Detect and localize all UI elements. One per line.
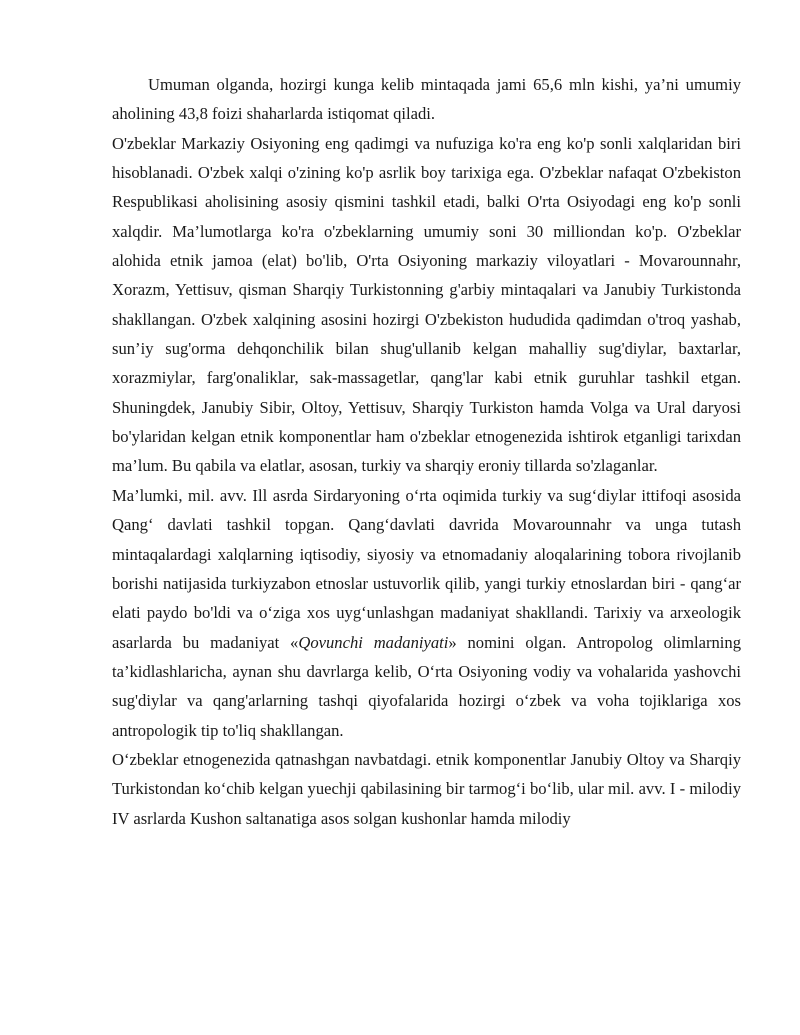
document-page [112,70,741,833]
paragraph-text: Umuman olganda, hozirgi kunga kelib mintaqada jami 65,6 mln kishi, ya’ni umumiy aholining 43,8 foizi shaharlarda istiqomat qiladi. [112,75,741,124]
paragraph-text: O‘zbeklar etnogenezida qatnashgan navbatdagi. etnik komponentlar Janubiy Oltoy va Sharqiy Turkistondan ko‘chib kelgan yuechji qabilasining bir tarmog‘i bo‘lib, ular mil. avv. I - milodiy IV asrlarda Kushon saltanatiga asos solgan kushonlar hamda milodiy [112,749,741,828]
paragraph-population-summary [112,70,741,129]
paragraph-qang-state [112,481,741,745]
paragraph-text-after: » nomini olgan. Antropolog olimlarning ta’kidlashlaricha, aynan shu davrlarga kelib, O‘rta Osiyoning vodiy va vohalarida yashovchi sug'diylar va qang'arlarning tashqi qiyofalarida hozirgi o‘zbek va voha tojiklariga xos antropologik tip to'liq shakllangan. [112,632,741,740]
paragraph-text-before: Ma’lumki, mil. avv. Ill asrda Sirdaryoning o‘rta oqimida turkiy va sug‘diylar ittifoqi asosida Qang‘ davlati tashkil topgan. Qang‘davlati davrida Movarounnahr va unga tutash mintaqalardagi xalqlarning iqtisodiy, siyosiy va etnomadaniy aloqalarining tobora rivojlanib borishi natijasida turkiyzabon etnoslar ustuvorlik qilib, yangi turkiy etnoslardan biri - qang‘ar elati paydo bo'ldi va o‘ziga xos uyg‘unlashgan madaniyat shakllandi. Tarixiy va arxeologik asarlarda bu madaniyat « [112,485,741,652]
paragraph-ethnic-components [112,745,741,833]
paragraph-text: O'zbeklar Markaziy Osiyoning eng qadimgi va nufuziga ko'ra eng ko'p sonli xalqlaridan biri hisoblanadi. O'zbek xalqi o'zining ko'p asrlik boy tarixiga ega. O'zbeklar nafaqat O'zbekiston Respublikasi aholisining asosiy qismini tashkil etadi, balki O'rta Osiyodagi eng ko'p sonli xalqdir. Ma’lumotlarga ko'ra o'zbeklarning umumiy soni 30 milliondan ko'p. O'zbeklar alohida etnik jamoa (elat) bo'lib, O'rta Osiyoning markaziy viloyatlari - Movarounnahr, Xorazm, Yettisuv, qisman Sharqiy Turkistonning g'arbiy mintaqalari va Janubiy Turkistonda shakllangan. O'zbek xalqining asosini hozirgi O'zbekiston hududida qadimdan o'troq yashab, sun’iy sug'orma dehqonchilik bilan shug'ullanib kelgan mahalliy sug'diylar, baxtarlar, xorazmiylar, farg'onaliklar, sak-massagetlar, qang'lar kabi etnik guruhlar tashkil etgan. Shuningdek, Janubiy Sibir, Oltoy, Yettisuv, Sharqiy Turkiston hamda Volga va Ural daryosi bo'ylaridan kelgan etnik komponentlar ham o'zbeklar etnogenezida ishtirok etganligi tarixdan ma’lum. Bu qabila va elatlar, asosan, turkiy va sharqiy eroniy tillarda so'zlaganlar. [112,133,741,476]
culture-name-italic: Qovunchi madaniyati [298,632,449,652]
paragraph-uzbek-origins [112,129,741,481]
